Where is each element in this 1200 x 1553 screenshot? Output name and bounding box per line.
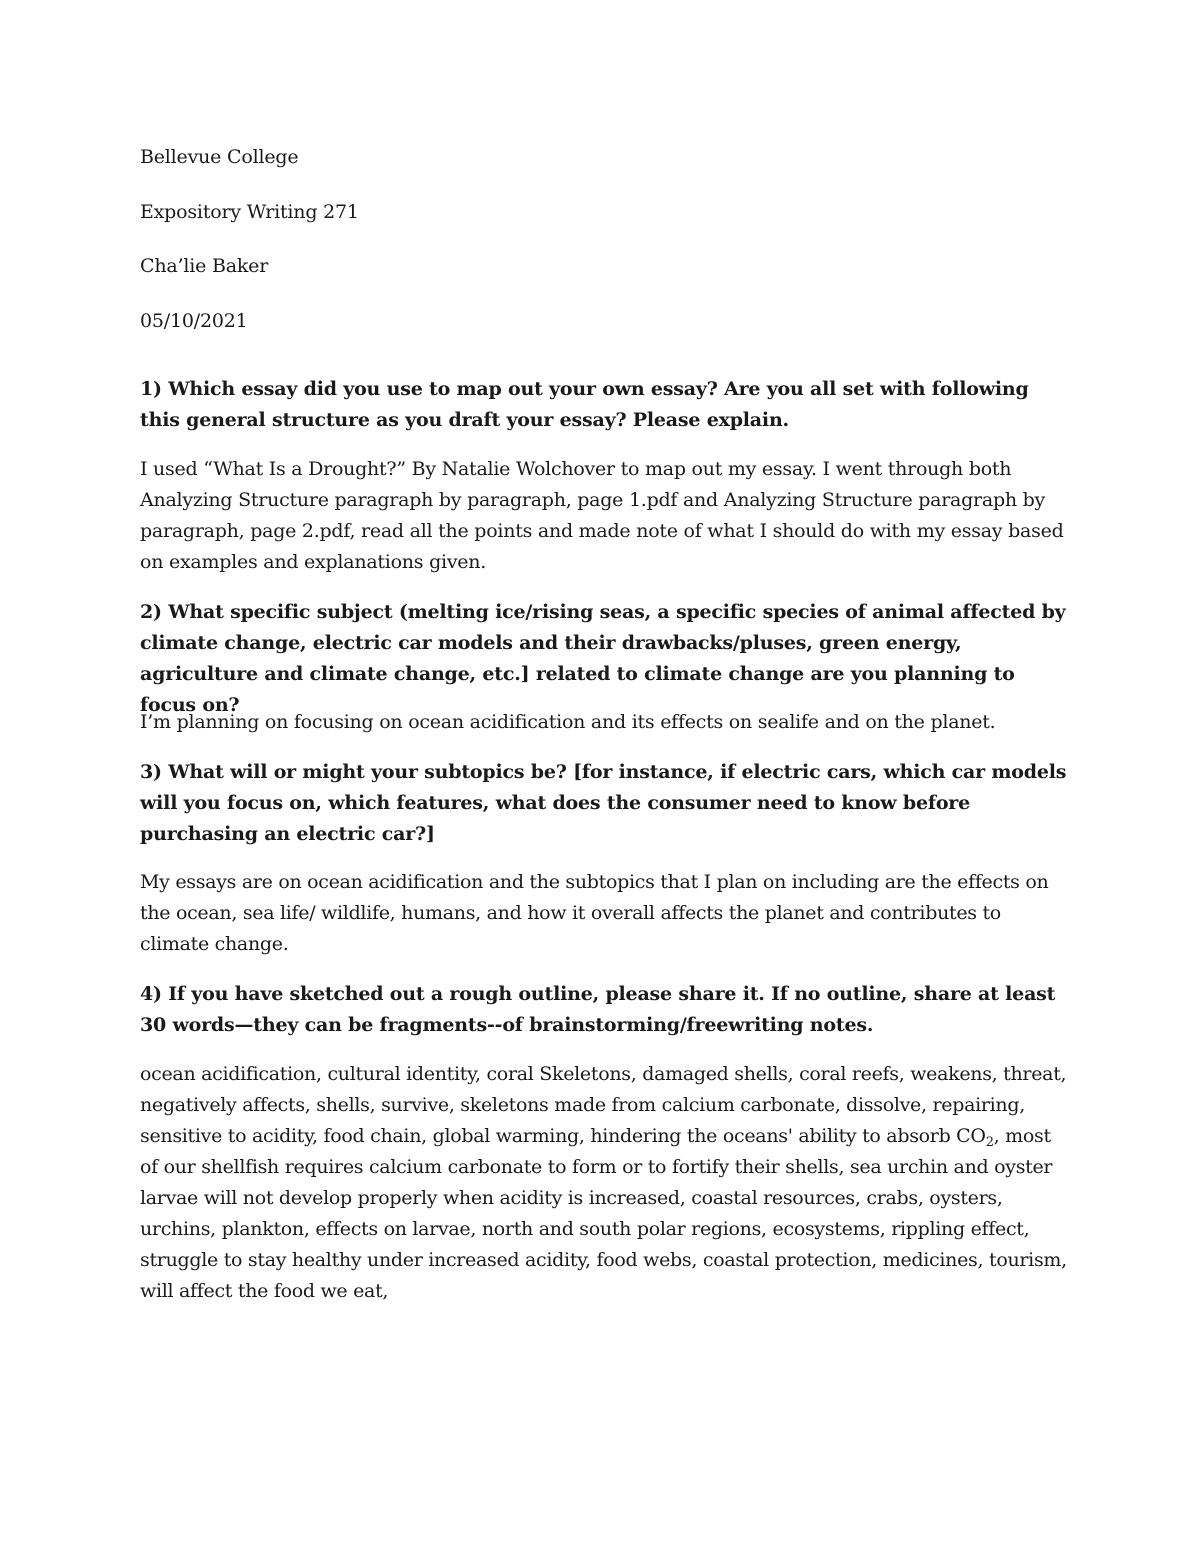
co2-subscript: 2 — [985, 1135, 994, 1150]
answer-4 — [140, 1059, 1070, 1307]
question-1: 1) Which essay did you use to map out your own essay? Are you all set with following this general structure as you draft your essay? Please explain. — [140, 378, 1029, 431]
answer-3: My essays are on ocean acidification and the subtopics that I plan on including are the effects on the ocean, sea life/ wildlife, humans, and how it overall affects the planet and contributes to climate change. — [140, 871, 1049, 955]
document-page — [140, 0, 1070, 1553]
answer-4-part-2: , most of our shellfish requires calcium carbonate to form or to fortify their shells, sea urchin and oyster larvae will not develop properly when acidity is increased, coastal resources, crabs, oysters, urchins, plankton, effects on larvae, north and south polar regions, ecosystems, rippling effect, struggle to stay healthy under increased acidity, food webs, coastal protection, medicines, tourism, will affect the food we eat, — [140, 1125, 1067, 1302]
answer-4-part-1: ocean acidification, cultural identity, coral Skeletons, damaged shells, coral reefs, weakens, threat, negatively affects, shells, survive, skeletons made from calcium carbonate, dissolve, repairing, sensitive to acidity, food chain, global warming, hindering the oceans' ability to absorb CO — [140, 1063, 1067, 1147]
answer-1: I used “What Is a Drought?” By Natalie Wolchover to map out my essay. I went through both Analyzing Structure paragraph by paragraph, page 1.pdf and Analyzing Structure paragraph by paragraph, page 2.pdf, read all the points and made note of what I should do with my essay based on examples and explanations given. — [140, 458, 1064, 573]
date-line: 05/10/2021 — [140, 310, 248, 332]
question-3: 3) What will or might your subtopics be? [for instance, if electric cars, which car models will you focus on, which features, what does the consumer need to know before purchasing an electric car?] — [140, 761, 1067, 845]
institution-line: Bellevue College — [140, 146, 299, 168]
course-line: Expository Writing 271 — [140, 201, 359, 223]
answer-2: I’m planning on focusing on ocean acidification and its effects on sealife and on the planet. — [140, 711, 996, 733]
question-4: 4) If you have sketched out a rough outline, please share it. If no outline, share at least 30 words—they can be fragments--of brainstorming/freewriting notes. — [140, 983, 1056, 1036]
question-2: 2) What specific subject (melting ice/rising seas, a specific species of animal affected by climate change, electric car models and their drawbacks/pluses, green energy, agriculture and climate change, etc.] related to climate change are you planning to focus on? — [140, 601, 1066, 716]
author-line: Cha’lie Baker — [140, 255, 269, 277]
